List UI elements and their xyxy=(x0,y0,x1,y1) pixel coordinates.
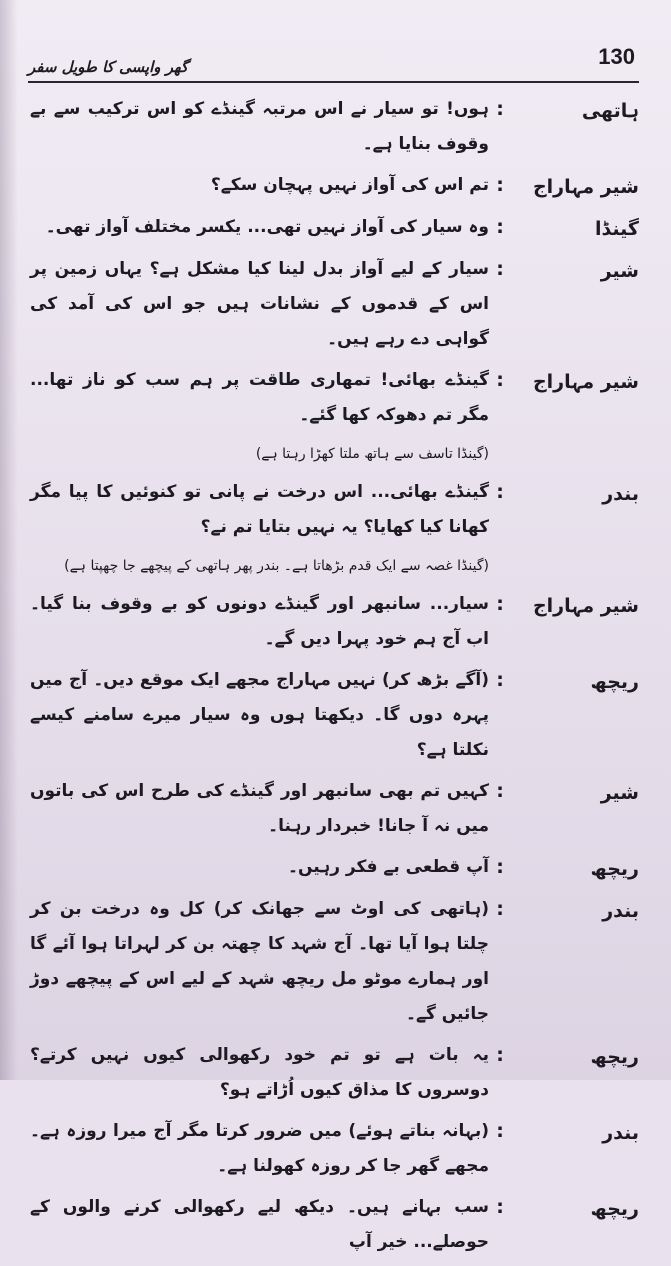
speaker-name: شیر xyxy=(600,260,639,282)
header-rule xyxy=(28,81,639,83)
speaker-separator: : xyxy=(496,898,504,920)
speaker-separator: : xyxy=(496,1196,504,1218)
speech-text: (آگے بڑھ کر) نہیں مہاراج مجھے ایک موقع دیں۔ آج میں پہرہ دوں گا۔ دیکھتا ہوں وہ سیار میرے سامنے کیسے نکلتا ہے؟ xyxy=(30,670,489,760)
spine-shadow xyxy=(0,0,18,1080)
dialogue-line xyxy=(30,1190,639,1260)
speaker-separator: : xyxy=(496,481,504,503)
speaker-name: ریچھ xyxy=(590,671,639,693)
speech-text: سب بہانے ہیں۔ دیکھ لیے رکھوالی کرنے والوں کے حوصلے... خیر آپ xyxy=(30,1197,489,1252)
speaker-separator: : xyxy=(496,780,504,802)
speaker-name: بندر xyxy=(602,900,639,922)
dialogue-line xyxy=(30,663,639,768)
speaker-separator: : xyxy=(496,216,504,238)
dialogue-line xyxy=(30,1038,639,1108)
stage-direction: (گینڈا تاسف سے ہاتھ ملتا کھڑا رہتا ہے) xyxy=(255,446,489,462)
speech-text: گینڈے بھائی... اس درخت نے پانی تو کنوئیں کا پیا مگر کھانا کیا کھایا؟ یہ نہیں بتایا تم نے؟ xyxy=(30,482,489,537)
dialogue-line xyxy=(30,587,639,657)
speaker-separator: : xyxy=(496,1044,504,1066)
speech-text: گینڈے بھائی! تمھاری طاقت پر ہم سب کو ناز تھا... مگر تم دھوکہ کھا گئے۔ xyxy=(30,370,489,425)
speaker-name: شیر مہاراج xyxy=(532,595,639,617)
speaker-separator: : xyxy=(496,1120,504,1142)
speech-text: ہوں! تو سیار نے اس مرتبہ گینڈے کو اس ترکیب سے بے وقوف بنایا ہے۔ xyxy=(30,99,489,154)
dialogue-line xyxy=(30,92,639,162)
speech-text: (بہانہ بناتے ہوئے) میں ضرور کرتا مگر آج میرا روزہ ہے۔ مجھے گھر جا کر روزہ کھولنا ہے۔ xyxy=(30,1121,489,1176)
page-number: 130 xyxy=(598,44,635,69)
dialogue-line xyxy=(30,210,639,246)
dialogue-body xyxy=(30,92,639,1266)
speaker-name: ریچھ xyxy=(590,858,639,880)
speech-text: تم اس کی آواز نہیں پہچان سکے؟ xyxy=(210,175,489,195)
speaker-name: ریچھ xyxy=(590,1046,639,1068)
speech-text: (ہاتھی کی اوٹ سے جھانک کر) کل وہ درخت بن کر چلتا ہوا آیا تھا۔ آج شہد کا چھتہ بن کر لہراتا ہوا آئے گا اور ہمارے موٹو مل ریچھ شہد کے لیے اس کے پیچھے دوڑ جائیں گے۔ xyxy=(30,899,489,1024)
speaker-name: بندر xyxy=(602,1122,639,1144)
speaker-name: ہاتھی xyxy=(581,100,639,122)
speaker-separator: : xyxy=(496,174,504,196)
page-header xyxy=(28,44,639,84)
speech-text: کہیں تم بھی سانبھر اور گینڈے کی طرح اس کی باتوں میں نہ آ جانا! خبردار رہنا۔ xyxy=(30,781,489,836)
dialogue-line xyxy=(30,892,639,1032)
speech-text: سیار کے لیے آواز بدل لینا کیا مشکل ہے؟ یہاں زمین پر اس کے قدموں کے نشانات ہیں جو اس کی آمد کی گواہی دے رہے ہیں۔ xyxy=(30,259,489,349)
stage-direction: (گینڈا غصہ سے ایک قدم بڑھاتا ہے۔ بندر پھر ہاتھی کے پیچھے جا چھپتا ہے) xyxy=(64,558,489,574)
speaker-name: ریچھ xyxy=(590,1198,639,1220)
speaker-name: شیر مہاراج xyxy=(532,371,639,393)
speaker-name: شیر مہاراج xyxy=(532,176,639,198)
running-title: گھر واپسی کا طویل سفر xyxy=(28,58,189,76)
dialogue-line xyxy=(30,363,639,433)
dialogue-line xyxy=(30,850,639,886)
speech-text: آپ قطعی بے فکر رہیں۔ xyxy=(288,857,489,877)
speaker-name: شیر xyxy=(600,782,639,804)
speech-text: یہ بات ہے تو تم خود رکھوالی کیوں نہیں کرتے؟ دوسروں کا مذاق کیوں اُڑاتے ہو؟ xyxy=(30,1045,489,1100)
speaker-separator: : xyxy=(496,856,504,878)
speaker-separator: : xyxy=(496,258,504,280)
speech-text: سیار... سانبھر اور گینڈے دونوں کو بے وقوف بنا گیا۔ اب آج ہم خود پہرا دیں گے۔ xyxy=(30,594,489,649)
speaker-separator: : xyxy=(496,98,504,120)
speaker-name: گینڈا xyxy=(594,218,639,240)
speaker-separator: : xyxy=(496,369,504,391)
speaker-name: بندر xyxy=(602,483,639,505)
dialogue-line xyxy=(30,252,639,357)
speaker-separator: : xyxy=(496,669,504,691)
dialogue-line xyxy=(30,1114,639,1184)
dialogue-line xyxy=(30,475,639,545)
dialogue-line xyxy=(30,774,639,844)
speech-text: وہ سیار کی آواز نہیں تھی... یکسر مختلف آواز تھی۔ xyxy=(45,217,489,237)
speaker-separator: : xyxy=(496,593,504,615)
dialogue-line xyxy=(30,168,639,204)
